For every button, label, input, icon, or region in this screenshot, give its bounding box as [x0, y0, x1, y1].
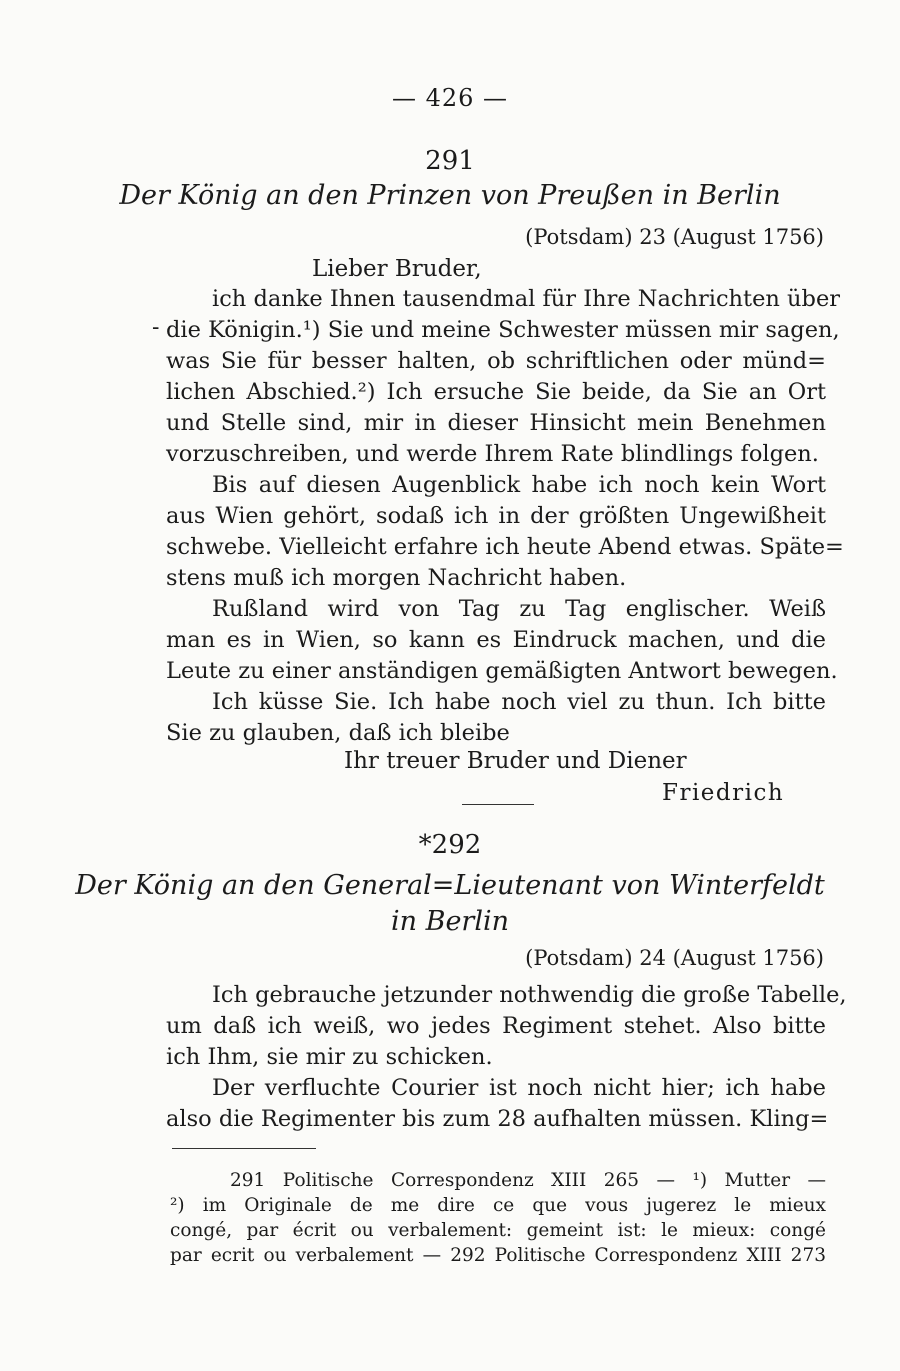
footnote-divider: [172, 1148, 316, 1149]
body-line: und Stelle sind, mir in dieser Hinsicht mein Benehmen: [166, 410, 826, 436]
signature: Friedrich: [662, 780, 785, 806]
body-line: was Sie für besser halten, ob schriftlichen oder münd=: [166, 348, 826, 374]
body-line: ich Ihm, sie mir zu schicken.: [166, 1044, 493, 1070]
body-line: Sie zu glauben, daß ich bleibe: [166, 720, 510, 746]
body-line: Der verfluchte Courier ist noch nicht hier; ich habe: [212, 1075, 826, 1101]
footnote-line: 291 Politische Correspondenz XIII 265 — ¹) Mutter —: [230, 1170, 826, 1191]
salutation: Lieber Bruder,: [312, 256, 482, 282]
body-line: ich danke Ihnen tausendmal für Ihre Nachrichten über: [212, 286, 841, 312]
letter-number-292: *292: [418, 830, 482, 860]
body-line: also die Regimenter bis zum 28 aufhalten müssen. Kling=: [166, 1106, 829, 1132]
margin-mark: -: [152, 315, 160, 340]
footnote-line: par ecrit ou verbalement — 292 Politische Correspondenz XIII 273: [170, 1245, 826, 1266]
body-line: Leute zu einer anständigen gemäßigten Antwort bewegen.: [166, 658, 838, 684]
letter-title-292-line1: Der König an den General=Lieutenant von Winterfeldt: [75, 870, 825, 901]
body-line: Bis auf diesen Augenblick habe ich noch kein Wort: [212, 472, 826, 498]
dateline-291: (Potsdam) 23 (August 1756): [525, 225, 824, 249]
body-line: die Königin.¹) Sie und meine Schwester müssen mir sagen,: [166, 317, 840, 343]
body-line: Rußland wird von Tag zu Tag englischer. Weiß: [212, 596, 826, 622]
letter-title-291: Der König an den Prinzen von Preußen in Berlin: [119, 180, 781, 211]
footnote-line: congé, par écrit ou verbalement: gemeint ist: le mieux: congé: [170, 1220, 826, 1241]
body-line: stens muß ich morgen Nachricht haben.: [166, 565, 627, 591]
body-line: lichen Abschied.²) Ich ersuche Sie beide, da Sie an Ort: [166, 379, 826, 405]
body-line: vorzuschreiben, und werde Ihrem Rate blindlings folgen.: [166, 441, 819, 467]
body-line: aus Wien gehört, sodaß ich in der größten Ungewißheit: [166, 503, 826, 529]
footnote-line: ²) im Originale de me dire ce que vous jugerez le mieux: [170, 1195, 826, 1216]
letter-number-291: 291: [425, 146, 475, 176]
dateline-292: (Potsdam) 24 (August 1756): [525, 946, 824, 970]
section-divider: [462, 804, 534, 805]
page-number: — 426 —: [391, 84, 509, 112]
body-line: Ich gebrauche jetzunder nothwendig die große Tabelle,: [212, 982, 847, 1008]
body-line: man es in Wien, so kann es Eindruck machen, und die: [166, 627, 826, 653]
body-line: Ich küsse Sie. Ich habe noch viel zu thun. Ich bitte: [212, 689, 826, 715]
letter-title-292-line2: in Berlin: [391, 906, 509, 937]
closing: Ihr treuer Bruder und Diener: [344, 748, 687, 774]
body-line: schwebe. Vielleicht erfahre ich heute Abend etwas. Späte=: [166, 534, 844, 560]
body-line: um daß ich weiß, wo jedes Regiment stehet. Also bitte: [166, 1013, 826, 1039]
